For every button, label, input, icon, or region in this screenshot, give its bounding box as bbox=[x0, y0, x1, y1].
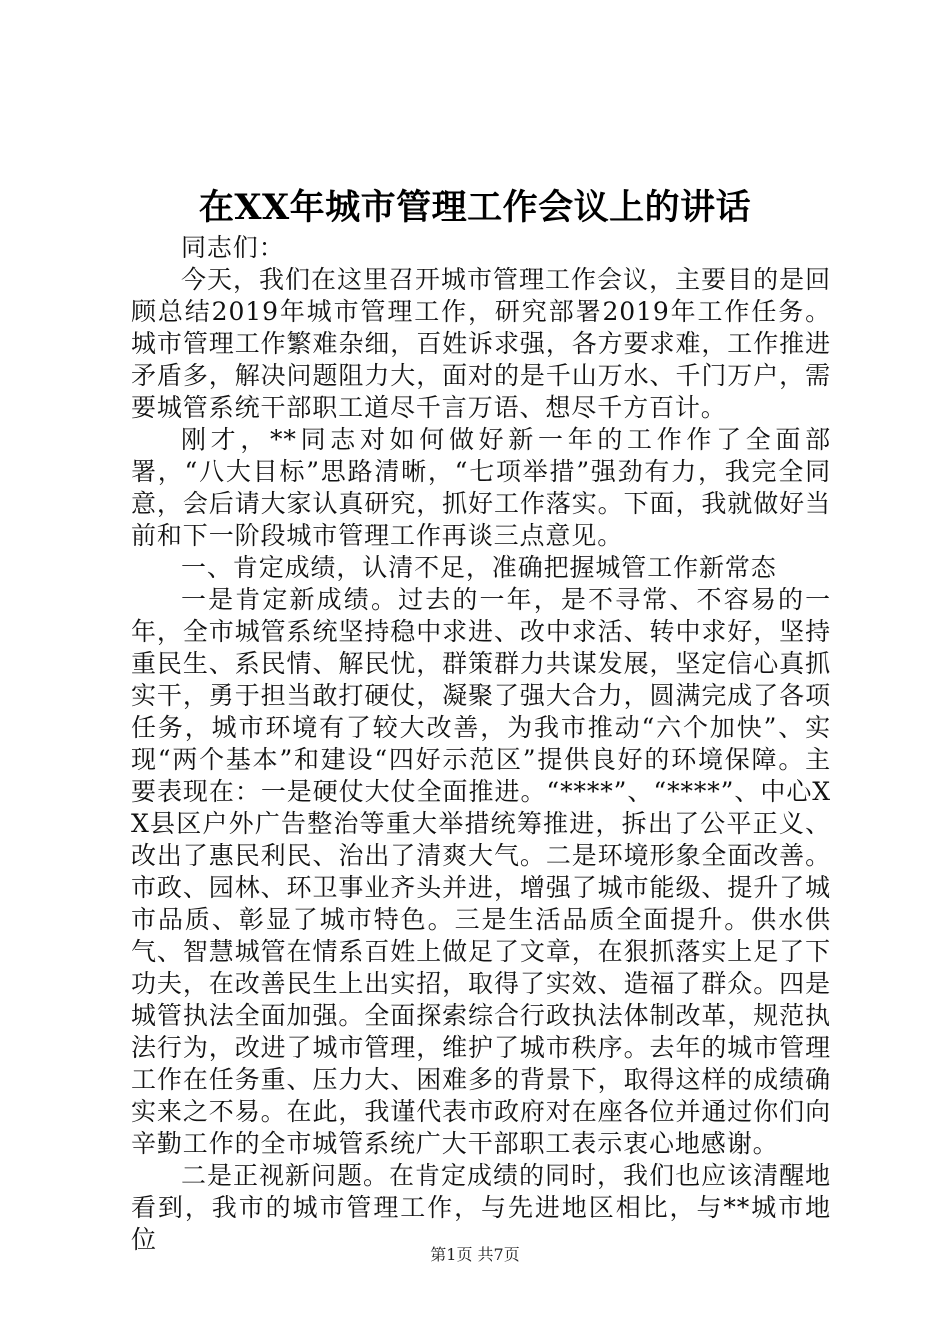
body-paragraph-1: 今天，我们在这里召开城市管理工作会议，主要目的是回顾总结2019年城市管理工作，研究部署2019年工作任务。城市管理工作繁难杂细，百姓诉求强，各方要求难，工作推进矛盾多，解决问题阻力大，面对的是千山万水、千门万户，需要城管系统干部职工道尽千言万语、想尽千方百计。 bbox=[131, 265, 831, 422]
salutation-paragraph: 同志们： bbox=[181, 233, 285, 262]
body-paragraph-3: 一是肯定新成绩。过去的一年，是不寻常、不容易的一年，全市城管系统坚持稳中求进、改中求活、转中求好，坚持重民生、系民情、解民忧，群策群力共谋发展，坚定信心真抓实干，勇于担当敢打硬仗，凝聚了强大合力，圆满完成了各项任务，城市环境有了较大改善，为我市推动“六个加快”、实现“两个基本”和建设“四好示范区”提供良好的环境保障。主要表现在：一是硬仗大仗全面推进。“****”、“****”、中心XX县区户外广告整治等重大举措统筹推进，拆出了公平正义、改出了惠民利民、治出了清爽大气。二是环境形象全面改善。市政、园林、环卫事业齐头并进，增强了城市能级、提升了城市品质、彰显了城市特色。三是生活品质全面提升。供水供气、智慧城管在情系百姓上做足了文章，在狠抓落实上足了下功夫，在改善民生上出实招，取得了实效、造福了群众。四是城管执法全面加强。全面探索综合行政执法体制改革，规范执法行为，改进了城市管理，维护了城市秩序。去年的城市管理工作在任务重、压力大、困难多的背景下，取得这样的成绩确实来之不易。在此，我谨代表市政府对在座各位并通过你们向辛勤工作的全市城管系统广大干部职工表示衷心地感谢。 bbox=[131, 585, 831, 1158]
body-paragraph-4: 二是正视新问题。在肯定成绩的同时，我们也应该清醒地看到，我市的城市管理工作，与先进地区相比，与**城市地位 bbox=[131, 1161, 831, 1254]
body-paragraph-2: 刚才，**同志对如何做好新一年的工作作了全面部署，“八大目标”思路清晰，“七项举措”强劲有力，我完全同意，会后请大家认真研究，抓好工作落实。下面，我就做好当前和下一阶段城市管理工作再谈三点意见。 bbox=[131, 425, 831, 550]
document-body bbox=[131, 232, 831, 1256]
document-title: 在XX年城市管理工作会议上的讲话 bbox=[198, 187, 752, 228]
page-footer: 第1页 共7页 bbox=[430, 1245, 520, 1264]
section-heading: 一、肯定成绩，认清不足，准确把握城管工作新常态 bbox=[181, 553, 777, 582]
